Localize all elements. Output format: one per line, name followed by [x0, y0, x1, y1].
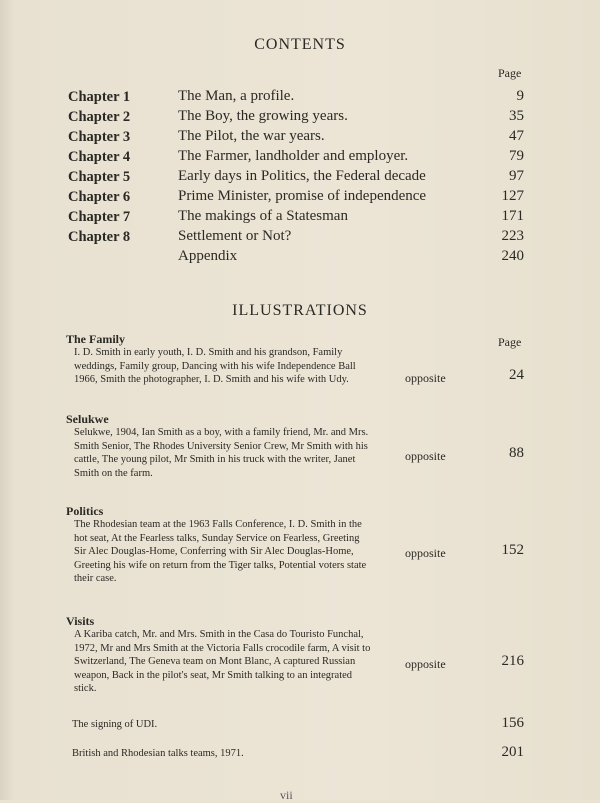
- contents-title: CONTENTS: [254, 36, 346, 53]
- section-page: 152: [501, 542, 524, 558]
- chapter-page: 35: [509, 108, 524, 124]
- illustration-single: The signing of UDI.: [72, 719, 158, 730]
- appendix-title: Appendix: [178, 248, 238, 264]
- chapter-page: 79: [509, 148, 524, 164]
- section-heading-visits: Visits: [66, 614, 95, 628]
- appendix-row: [68, 248, 524, 268]
- single-page: 201: [501, 744, 524, 760]
- chapter-row: [68, 188, 524, 208]
- section-description-family: I. D. Smith in early youth, I. D. Smith and his grandson, Family weddings, Family group, Dancing with his wife Independence Ball 1966, Smith the photographer, I. D. Smith and his wife with Udy.: [74, 347, 356, 385]
- chapter-page: 47: [509, 128, 524, 144]
- chapter-label: Chapter 3: [68, 129, 131, 145]
- chapter-row: [68, 228, 524, 248]
- placement-label: opposite: [405, 449, 446, 463]
- chapter-title: Early days in Politics, the Federal decade: [178, 168, 426, 184]
- chapter-title: The makings of a Statesman: [178, 208, 348, 224]
- chapter-page: 223: [501, 228, 524, 244]
- chapter-row: [68, 108, 524, 128]
- chapter-title: Settlement or Not?: [178, 228, 292, 244]
- chapter-label: Chapter 7: [68, 209, 131, 225]
- section-page: 216: [501, 653, 524, 669]
- chapter-row: [68, 148, 524, 168]
- placement-label: opposite: [405, 371, 446, 385]
- chapter-label: Chapter 4: [68, 149, 131, 165]
- chapter-row: [68, 128, 524, 148]
- chapter-row: [68, 168, 524, 188]
- section-heading-selukwe: Selukwe: [66, 412, 109, 426]
- contents-page-header: Page: [498, 66, 522, 80]
- section-description-visits: A Kariba catch, Mr. and Mrs. Smith in the Casa do Touristo Funchal, 1972, Mr and Mrs Smith at the Victoria Falls crocodile farm, A visit to Switzerland, The Geneva team on Mont Blanc, A captured Russian weapon, Back in the pilot's seat, Mr Smith talking to an integrated stick.: [74, 629, 371, 694]
- chapter-label: Chapter 8: [68, 229, 131, 245]
- placement-label: opposite: [405, 657, 446, 671]
- chapter-row: [68, 208, 524, 228]
- chapter-label: Chapter 2: [68, 109, 131, 125]
- chapter-page: 97: [509, 168, 524, 184]
- section-heading-family: The Family: [66, 332, 125, 346]
- chapter-title: The Man, a profile.: [178, 88, 295, 104]
- appendix-page: 240: [501, 248, 524, 264]
- section-description-politics: The Rhodesian team at the 1963 Falls Conference, I. D. Smith in the hot seat, At the Fearless talks, Sunday Service on Fearless, Greeting Sir Alec Douglas-Home, Conferring with Sir Alec Douglas-Home, Greeting his wife on return from the Tiger talks, Potential voters state their case.: [74, 519, 367, 584]
- section-page: 24: [509, 367, 524, 383]
- illustrations-title: ILLUSTRATIONS: [232, 302, 368, 319]
- chapter-page: 9: [516, 88, 524, 104]
- chapter-label: Chapter 1: [68, 89, 131, 105]
- chapter-label: Chapter 5: [68, 169, 131, 185]
- illustrations-page-header: Page: [498, 335, 522, 349]
- chapter-label: Chapter 6: [68, 189, 131, 205]
- placement-label: opposite: [405, 546, 446, 560]
- single-page: 156: [501, 715, 524, 731]
- section-description-selukwe: Selukwe, 1904, Ian Smith as a boy, with a family friend, Mr. and Mrs. Smith Senior, The Rhodes University Senior Crew, Mr Smith with his cattle, The young pilot, Mr Smith in his truck with the writer, Janet Smith on the farm.: [74, 427, 369, 479]
- illustration-single: British and Rhodesian talks teams, 1971.: [72, 748, 244, 759]
- chapter-title: The Farmer, landholder and employer.: [178, 148, 409, 164]
- chapter-title: The Boy, the growing years.: [178, 108, 348, 124]
- page-number-footer: vii: [280, 788, 293, 802]
- section-page: 88: [509, 445, 524, 461]
- chapter-title: Prime Minister, promise of independence: [178, 188, 427, 204]
- chapter-page: 171: [501, 208, 524, 224]
- chapter-page: 127: [501, 188, 524, 204]
- chapter-row: [68, 88, 524, 108]
- section-heading-politics: Politics: [66, 504, 104, 518]
- chapter-title: The Pilot, the war years.: [178, 128, 325, 144]
